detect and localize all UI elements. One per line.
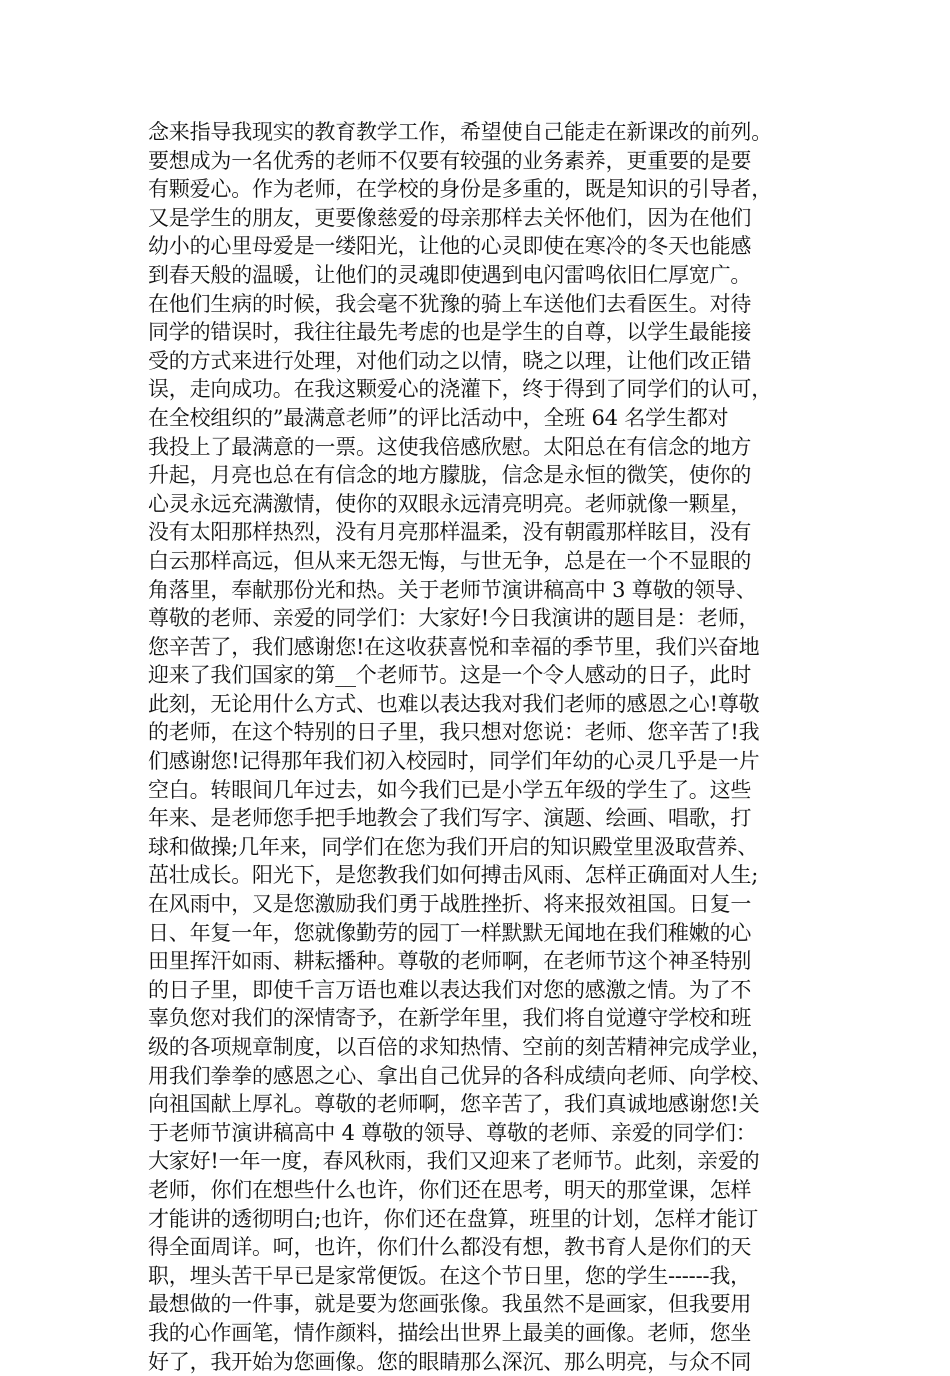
text-line: 向祖国献上厚礼。尊敬的老师啊，您辛苦了，我们真诚地感谢您!关: [148, 1092, 760, 1117]
text-line: 最想做的一件事，就是要为您画张像。我虽然不是画家，但我要用: [148, 1292, 752, 1317]
text-line: 要想成为一名优秀的老师不仅要有较强的业务素养，更重要的是要: [148, 148, 752, 173]
text-line: 又是学生的朋友，更要像慈爱的母亲那样去关怀他们，因为在他们: [148, 205, 752, 230]
text-line: 级的各项规章制度，以百倍的求知热情、空前的刻苦精神完成学业，: [148, 1035, 772, 1059]
text-line: 升起，月亮也总在有信念的地方朦胧，信念是永恒的微笑，使你的: [148, 463, 752, 488]
text-line: 球和做操;几年来，同学们在您为我们开启的知识殿堂里汲取营养、: [148, 834, 759, 859]
text-line: 们感谢您!记得那年我们初入校园时，同学们年幼的心灵几乎是一片: [148, 749, 760, 774]
text-line: 此刻，无论用什么方式、也难以表达我对我们老师的感恩之心!尊敬: [148, 691, 760, 716]
text-line: 受的方式来进行处理，对他们动之以情，晓之以理，让他们改正错: [148, 348, 752, 373]
text-line: 空白。转眼间几年过去，如今我们已是小学五年级的学生了。这些: [148, 777, 752, 802]
text-line: 田里挥汗如雨、耕耘播种。尊敬的老师啊，在老师节这个神圣特别: [148, 949, 752, 974]
text-line: 尊敬的老师、亲爱的同学们：大家好!今日我演讲的题目是：老师，: [148, 606, 760, 631]
text-line: 日、年复一年，您就像勤劳的园丁一样默默无闻地在我们稚嫩的心: [148, 920, 752, 945]
text-line: 才能讲的透彻明白;也许，你们还在盘算，班里的计划，怎样才能订: [148, 1206, 759, 1231]
text-line: 的日子里，即使千言万语也难以表达我们对您的感激之情。为了不: [148, 977, 752, 1002]
text-line: 得全面周详。呵，也许，你们什么都没有想，教书育人是你们的天: [148, 1235, 752, 1260]
body-text: [148, 118, 828, 1376]
text-line: 用我们拳拳的感恩之心、拿出自己优异的各科成绩向老师、向学校、: [148, 1063, 772, 1088]
text-line: 我的心作画笔，情作颜料，描绘出世界上最美的画像。老师，您坐: [148, 1320, 752, 1345]
text-line: 念来指导我现实的教育教学工作，希望使自己能走在新课改的前列。: [148, 120, 772, 144]
text-line: 幼小的心里母爱是一缕阳光，让他的心灵即使在寒冷的冬天也能感: [148, 234, 752, 259]
text-line: 的老师，在这个特别的日子里，我只想对您说：老师、您辛苦了!我: [148, 720, 760, 745]
text-line: 好了，我开始为您画像。您的眼睛那么深沉、那么明亮，与众不同: [148, 1349, 752, 1374]
text-line: 大家好!一年一度，春风秋雨，我们又迎来了老师节。此刻，亲爱的: [148, 1149, 760, 1174]
text-line: 有颗爱心。作为老师，在学校的身份是多重的，既是知识的引导者，: [148, 177, 772, 202]
text-line: 到春天般的温暖，让他们的灵魂即使遇到电闪雷鸣依旧仁厚宽广。: [148, 262, 752, 287]
text-line: 没有太阳那样热烈，没有月亮那样温柔，没有朝霞那样眩目，没有: [148, 520, 752, 545]
text-line: 在他们生病的时候，我会毫不犹豫的骑上车送他们去看医生。对待: [148, 291, 752, 316]
text-line: 您辛苦了，我们感谢您!在这收获喜悦和幸福的季节里，我们兴奋地: [148, 634, 760, 659]
text-line: 在风雨中，又是您激励我们勇于战胜挫折、将来报效祖国。日复一: [148, 892, 752, 917]
text-line: 茁壮成长。阳光下，是您教我们如何搏击风雨、怎样正确面对人生;: [148, 863, 759, 888]
text-line: 我投上了最满意的一票。这使我倍感欣慰。太阳总在有信念的地方: [148, 434, 752, 459]
text-line: 职，埋头苦干早已是家常便饭。在这个节日里，您的学生------我，: [148, 1263, 751, 1288]
text-line: 误，走向成功。在我这颗爱心的浇灌下，终于得到了同学们的认可，: [148, 377, 772, 402]
text-line: 角落里，奉献那份光和热。关于老师节演讲稿高中 3 尊敬的领导、: [148, 577, 757, 602]
text-line: 在全校组织的”最满意老师”的评比活动中，全班 64 名学生都对: [148, 405, 729, 430]
text-line: 老师，你们在想些什么也许，你们还在思考，明天的那堂课，怎样: [148, 1177, 752, 1202]
text-line: 于老师节演讲稿高中 4 尊敬的领导、尊敬的老师、亲爱的同学们：: [148, 1120, 757, 1145]
text-line: 白云那样高远，但从来无怨无悔，与世无争，总是在一个不显眼的: [148, 548, 752, 573]
text-line: 迎来了我们国家的第__个老师节。这是一个令人感动的日子，此时: [148, 663, 751, 688]
text-line: 心灵永远充满激情，使你的双眼永远清亮明亮。老师就像一颗星，: [148, 491, 752, 516]
text-line: 年来、是老师您手把手地教会了我们写字、演题、绘画、唱歌，打: [148, 806, 752, 831]
text-line: 辜负您对我们的深情寄予，在新学年里，我们将自觉遵守学校和班: [148, 1006, 752, 1031]
text-line: 同学的错误时，我往往最先考虑的也是学生的自尊，以学生最能接: [148, 320, 752, 345]
